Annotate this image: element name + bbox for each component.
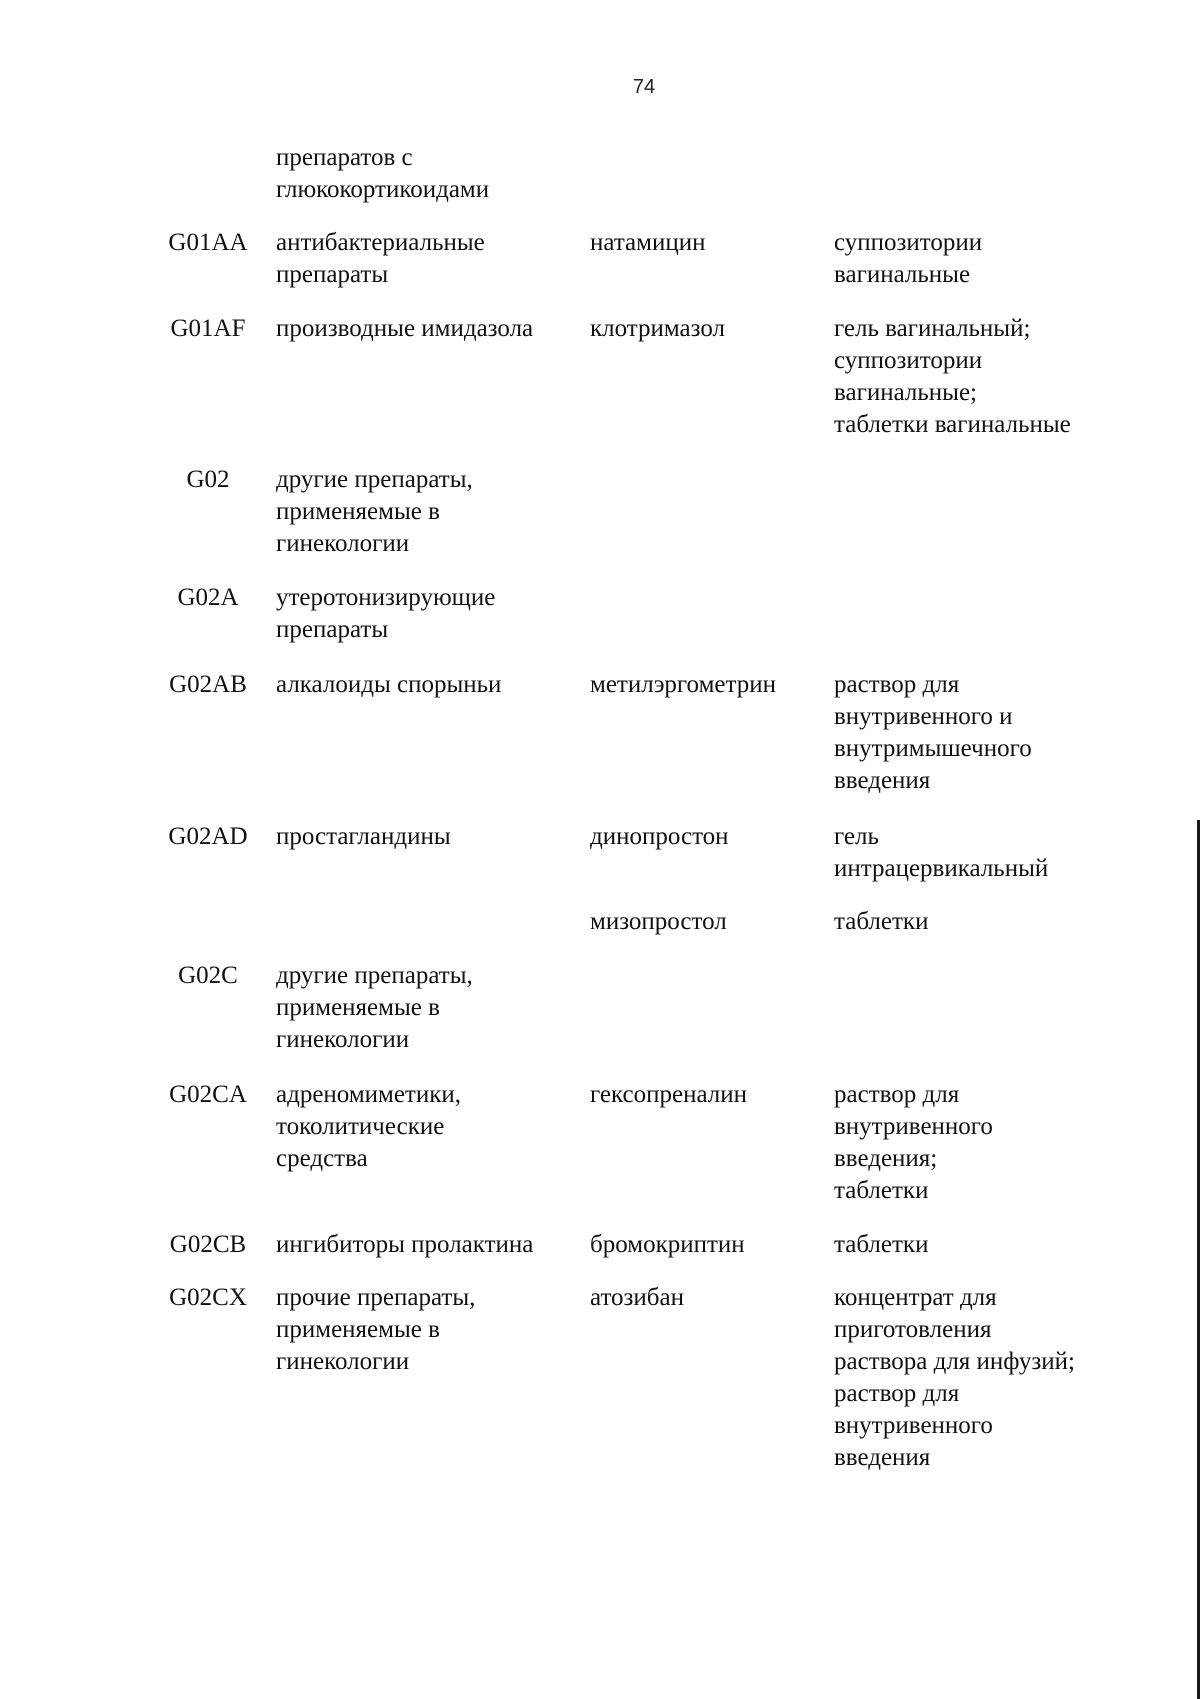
atc-code: G02A [177, 584, 239, 611]
atc-code: G02 [186, 466, 230, 493]
group-name: препаратов с глюкокортикоидами [276, 144, 490, 203]
atc-code: G02CX [169, 1284, 247, 1311]
group-name: производные имидазола [276, 315, 534, 342]
drug-name: натамицин [590, 229, 706, 256]
atc-code: G02C [178, 962, 238, 989]
drug-name: динопростон [590, 823, 729, 850]
group-name: алкалоиды спорыньи [276, 671, 502, 698]
group-name: адреномиметики, токолитические средства [276, 1081, 462, 1172]
drug-name: атозибан [590, 1284, 684, 1311]
group-name: простагландины [276, 823, 451, 850]
atc-code: G01AF [170, 315, 246, 342]
drug-name: клотримазол [590, 315, 726, 342]
group-name: антибактериальные препараты [276, 229, 485, 288]
atc-code: G02AB [169, 671, 247, 698]
dosage-form: таблетки [834, 908, 929, 935]
dosage-form: таблетки [834, 1231, 929, 1258]
atc-code: G02AD [168, 823, 248, 850]
dosage-form: раствор для внутривенного введения; таблетки [834, 1081, 993, 1204]
atc-code: G02CA [169, 1081, 247, 1108]
dosage-form: гель вагинальный; суппозитории вагинальные; таблетки вагинальные [834, 315, 1071, 438]
drug-name: мизопростол [590, 908, 727, 935]
group-name: другие препараты, применяемые в гинекологии [276, 466, 473, 557]
dosage-form: суппозитории вагинальные [834, 229, 983, 288]
group-name: ингибиторы пролактина [276, 1231, 534, 1258]
atc-code: G01AA [168, 229, 248, 256]
page-number: 74 [632, 76, 656, 98]
drug-name: бромокриптин [590, 1231, 745, 1258]
group-name: прочие препараты, применяемые в гинекологии [276, 1284, 476, 1375]
dosage-form: раствор для внутривенного и внутримышечного введения [834, 671, 1032, 794]
drug-name: гексопреналин [590, 1081, 748, 1108]
group-name: другие препараты, применяемые в гинекологии [276, 962, 473, 1053]
atc-code: G02CB [169, 1231, 247, 1258]
drug-name: метилэргометрин [590, 671, 776, 698]
dosage-form: гель интрацервикальный [834, 823, 1049, 882]
dosage-form: концентрат для приготовления раствора для инфузий; раствор для внутривенного введения [834, 1284, 1075, 1471]
group-name: утеротонизирующие препараты [276, 584, 496, 643]
